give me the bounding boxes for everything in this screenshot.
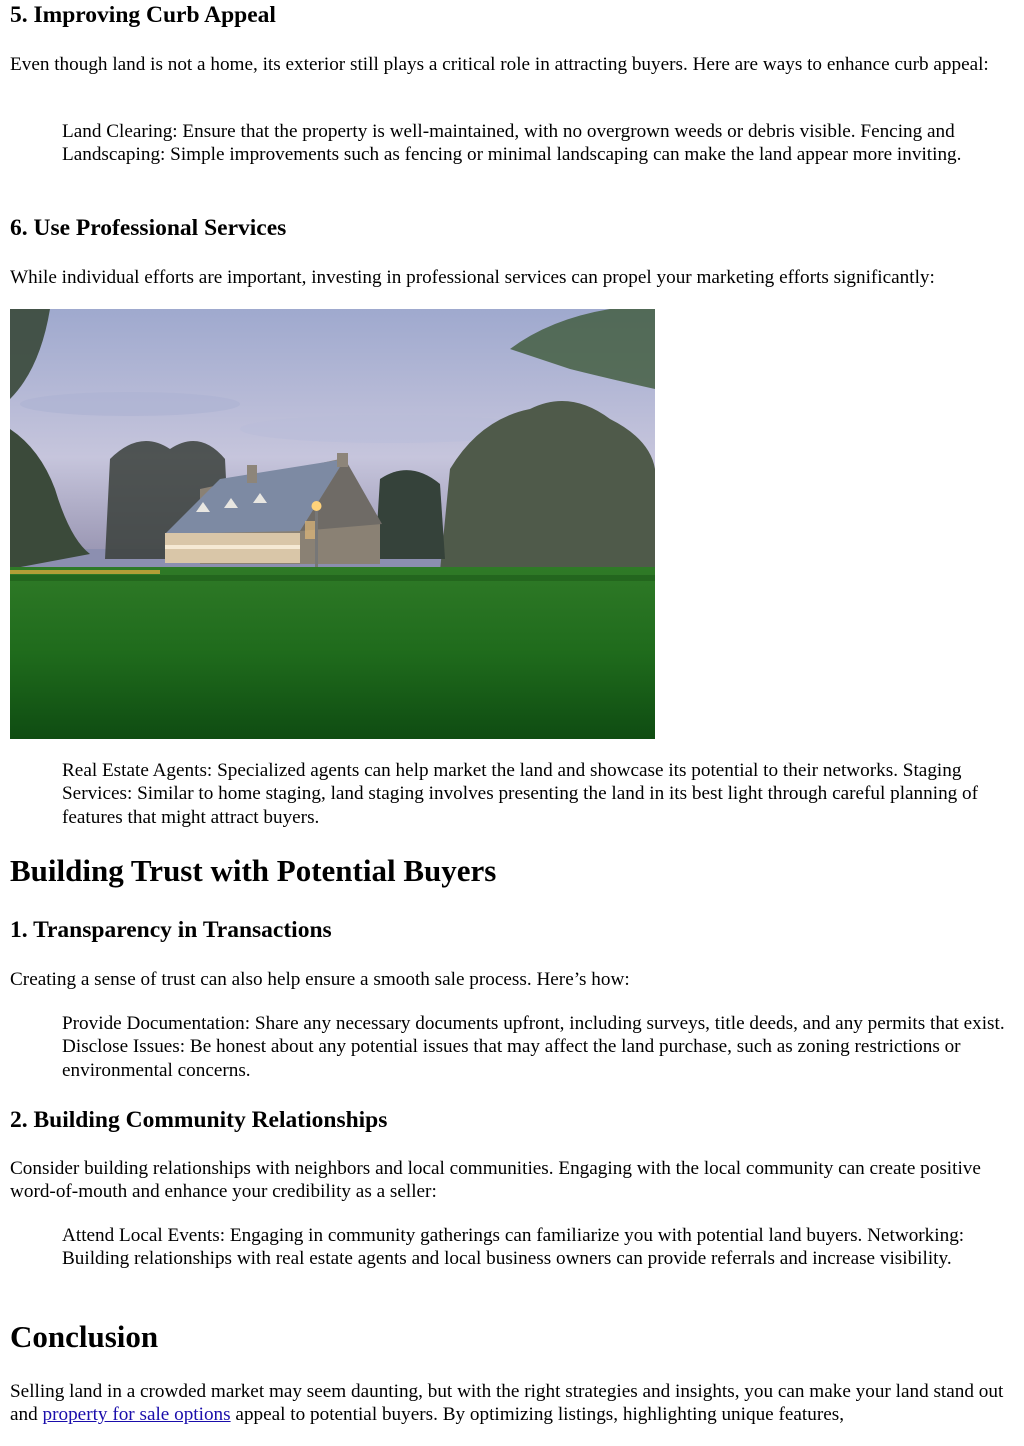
- paragraph-community-intro: Consider building relationships with neighbors and local communities. Engaging with the local community can create positive word-of-mouth and enhance your credibility as a seller:: [10, 1158, 981, 1203]
- heading-community: 2. Building Community Relationships: [10, 1107, 388, 1133]
- heading-transparency: 1. Transparency in Transactions: [10, 917, 332, 943]
- paragraph-conclusion: [10, 1380, 1015, 1427]
- blockquote-professional-list: Real Estate Agents: Specialized agents can help market the land and showcase its potential to their networks. Staging Services: Similar to home staging, land staging involves presenting the land in its best light through careful planning of features that might attract buyers.: [62, 760, 979, 828]
- house-photo: [10, 309, 655, 739]
- paragraph-professional-intro: While individual efforts are important, investing in professional services can propel your marketing efforts significantly:: [10, 267, 935, 288]
- property-for-sale-link[interactable]: property for sale options: [42, 1404, 231, 1426]
- blockquote-transparency-list: Provide Documentation: Share any necessary documents upfront, including surveys, title deeds, and any permits that exist. Disclose Issues: Be honest about any potential issues that may affect the land purchase, such as zoning restrictions or environmental concerns.: [62, 1013, 1005, 1081]
- conclusion-text-after-link: appeal to potential buyers. By optimizing listings, highlighting unique features,: [230, 1404, 844, 1426]
- heading-building-trust: Building Trust with Potential Buyers: [10, 853, 497, 888]
- blockquote-curb-list: Land Clearing: Ensure that the property is well-maintained, with no overgrown weeds or debris visible. Fencing and Landscaping: Simple improvements such as fencing or minimal landscaping can make the land appear more inviting.: [62, 121, 962, 166]
- heading-professional-services: 6. Use Professional Services: [10, 215, 287, 241]
- blockquote-community-list: Attend Local Events: Engaging in community gatherings can familiarize you with potential land buyers. Networking: Building relationships with real estate agents and local business owners can provide referrals and increase visibility.: [62, 1225, 965, 1270]
- paragraph-transparency-intro: Creating a sense of trust can also help ensure a smooth sale process. Here’s how:: [10, 969, 630, 990]
- heading-conclusion: Conclusion: [10, 1319, 159, 1354]
- heading-curb-appeal: 5. Improving Curb Appeal: [10, 2, 276, 28]
- paragraph-curb-intro: Even though land is not a home, its exterior still plays a critical role in attracting buyers. Here are ways to enhance curb appeal:: [10, 54, 989, 75]
- conclusion-text-before-link: Selling land in a crowded market may seem daunting, but with the right strategies and insights, you can make your land stand out and: [10, 1381, 1004, 1426]
